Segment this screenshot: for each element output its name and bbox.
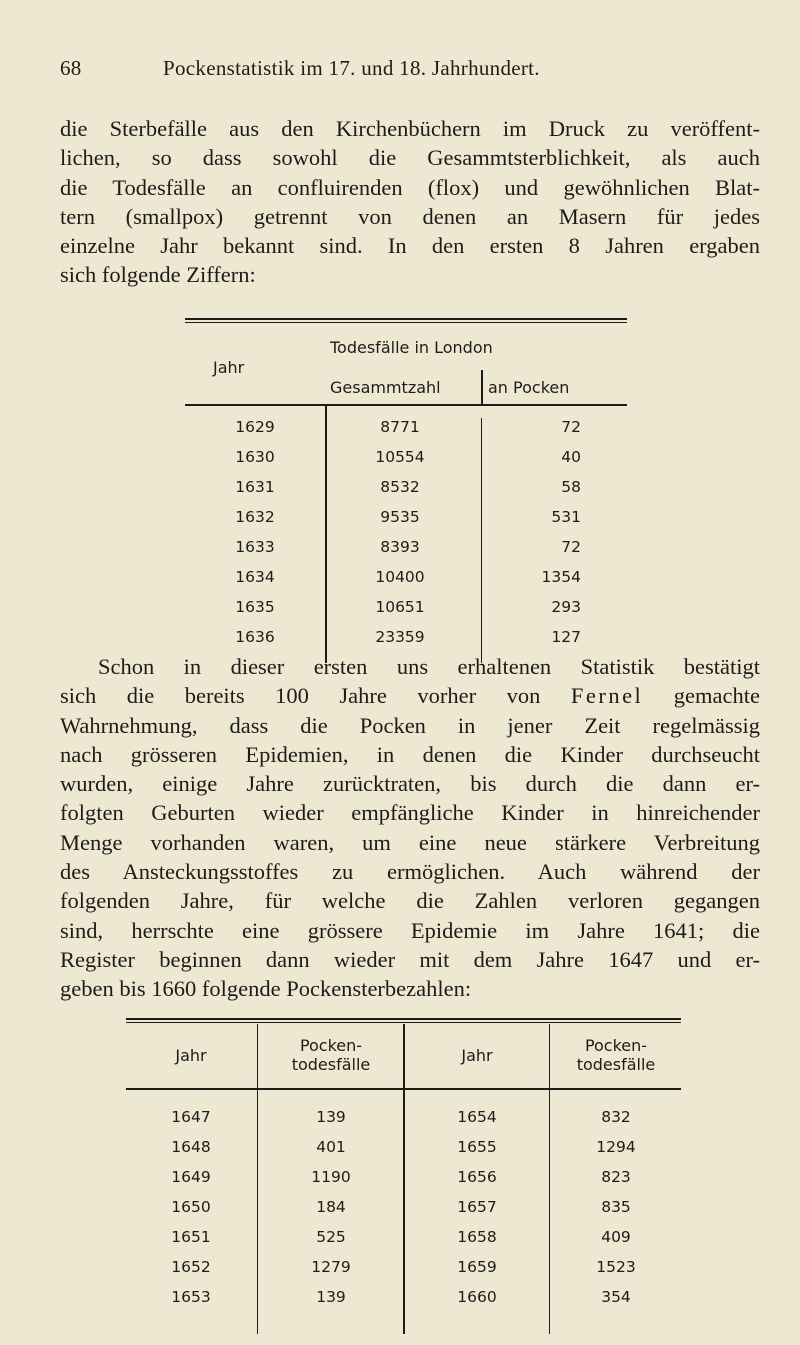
year-cell: 1634 [235,568,275,586]
deaths-cell: 184 [316,1198,346,1216]
text-line: wurden, einige Jahre zurücktraten, bis durch die dann er- [60,771,760,797]
table-row [126,1228,681,1250]
year-cell: 1648 [171,1138,211,1156]
table-row [126,1168,681,1190]
header-line: Pocken- [299,1036,363,1055]
col-header-smallpox: an Pocken [488,378,570,397]
column-divider [325,406,327,663]
text-line: sind, herrschte eine grössere Epidemie im Jahre 1641; die [60,917,760,943]
table-row [126,1108,681,1130]
table-row [185,628,627,650]
text-line: Wahrnehmung, dass die Pocken in jener Zeit regelmässig [60,712,760,738]
year-cell: 1658 [457,1228,497,1246]
year-cell: 1657 [457,1198,497,1216]
text-line: die Todesfälle an confluirenden (flox) und gewöhnlichen Blat- [60,174,760,200]
year-cell: 1636 [235,628,275,646]
text-line: Schon in dieser ersten uns erhaltenen Statistik bestätigt [98,654,760,679]
total-cell: 8393 [380,538,420,556]
year-cell: 1651 [171,1228,211,1246]
header-line: todesfälle [291,1055,371,1074]
smallpox-cell: 40 [561,448,581,466]
deaths-cell: 1523 [596,1258,636,1276]
deaths-cell: 832 [601,1108,631,1126]
running-title: Pockenstatistik im 17. und 18. Jahrhundert. [163,56,540,80]
total-cell: 10554 [375,448,425,466]
deaths-cell: 1294 [596,1138,636,1156]
text-line: Register beginnen dann wieder mit dem Jahre 1647 und er- [60,946,760,972]
year-cell: 1633 [235,538,275,556]
text-fragment: gemachte [643,683,760,709]
smallpox-cell: 127 [551,628,581,646]
smallpox-cell: 58 [561,478,581,496]
page-number: 68 [60,56,82,80]
year-cell: 1654 [457,1108,497,1126]
text-line [60,681,760,710]
table-top-rule-thin [185,322,627,323]
deaths-cell: 401 [316,1138,346,1156]
year-cell: 1653 [171,1288,211,1306]
table-row [126,1138,681,1160]
text-line: sich folgende Ziffern: [60,262,256,288]
table-row [185,418,627,440]
deaths-cell: 409 [601,1228,631,1246]
table-top-rule-thin [126,1022,681,1023]
year-cell: 1635 [235,598,275,616]
smallpox-cell: 72 [561,538,581,556]
year-cell: 1647 [171,1108,211,1126]
total-cell: 23359 [375,628,425,646]
header-divider [481,370,483,404]
header-bottom-rule [185,404,627,406]
col-header-year: Jahr [461,1046,493,1065]
table-row [185,478,627,500]
deaths-cell: 1190 [311,1168,351,1186]
deaths-cell: 1279 [311,1258,351,1276]
col-header-smallpox-deaths [551,1036,681,1074]
total-cell: 10651 [375,598,425,616]
header-bottom-rule [126,1088,681,1090]
smallpox-cell: 531 [551,508,581,526]
year-cell: 1650 [171,1198,211,1216]
text-line: tern (smallpox) getrennt von denen an Masern für jedes [60,203,760,229]
year-cell: 1631 [235,478,275,496]
text-fragment: sich die bereits 100 Jahre vorher von [60,683,571,709]
smallpox-cell: 72 [561,418,581,436]
text-line: folgenden Jahre, für welche die Zahlen verloren gegangen [60,888,760,914]
col-header-smallpox-deaths [259,1036,403,1074]
paragraph-discussion [60,652,760,1004]
text-line: folgten Geburten wieder empfängliche Kinder in hinreichender [60,800,760,826]
year-cell: 1630 [235,448,275,466]
year-cell: 1655 [457,1138,497,1156]
col-header-year: Jahr [213,358,245,377]
author-name-fernel: Fernel [570,683,644,709]
year-cell: 1632 [235,508,275,526]
deaths-cell: 139 [316,1108,346,1126]
group-header-deaths-london: Todesfälle in London [330,338,493,357]
table-row [126,1258,681,1280]
total-cell: 10400 [375,568,425,586]
table-row [185,598,627,620]
table-row [185,448,627,470]
text-line: Menge vorhanden waren, um eine neue stärkere Verbreitung [60,829,760,855]
text-line: geben bis 1660 folgende Pockensterbezahlen: [60,976,472,1002]
total-cell: 8532 [380,478,420,496]
header-line: Pocken- [584,1036,648,1055]
table-row [185,538,627,560]
text-line: die Sterbefälle aus den Kirchenbüchern im Druck zu veröffent- [60,116,760,141]
table-row [126,1288,681,1310]
deaths-cell: 525 [316,1228,346,1246]
col-header-total: Gesammtzahl [330,378,441,397]
table-row [185,568,627,590]
smallpox-deaths-table [126,1018,681,1334]
year-cell: 1649 [171,1168,211,1186]
year-cell: 1629 [235,418,275,436]
deaths-cell: 835 [601,1198,631,1216]
london-deaths-table [185,318,627,663]
year-cell: 1660 [457,1288,497,1306]
smallpox-cell: 1354 [541,568,581,586]
year-cell: 1656 [457,1168,497,1186]
text-line: nach grösseren Epidemien, in denen die Kinder durchseucht [60,741,760,767]
year-cell: 1652 [171,1258,211,1276]
year-cell: 1659 [457,1258,497,1276]
header-line: todesfälle [576,1055,656,1074]
deaths-cell: 823 [601,1168,631,1186]
paragraph-intro [60,114,760,290]
col-header-year: Jahr [175,1046,207,1065]
deaths-cell: 139 [316,1288,346,1306]
table-top-rule [185,318,627,320]
text-line: lichen, so dass sowohl die Gesammtsterblichkeit, als auch [60,145,760,171]
smallpox-cell: 293 [551,598,581,616]
table-top-rule [126,1018,681,1020]
table-row [185,508,627,530]
deaths-cell: 354 [601,1288,631,1306]
table-row [126,1198,681,1220]
text-line: einzelne Jahr bekannt sind. In den ersten 8 Jahren ergaben [60,233,760,259]
total-cell: 9535 [380,508,420,526]
text-line: des Ansteckungsstoffes zu ermöglichen. Auch während der [60,859,760,885]
total-cell: 8771 [380,418,420,436]
